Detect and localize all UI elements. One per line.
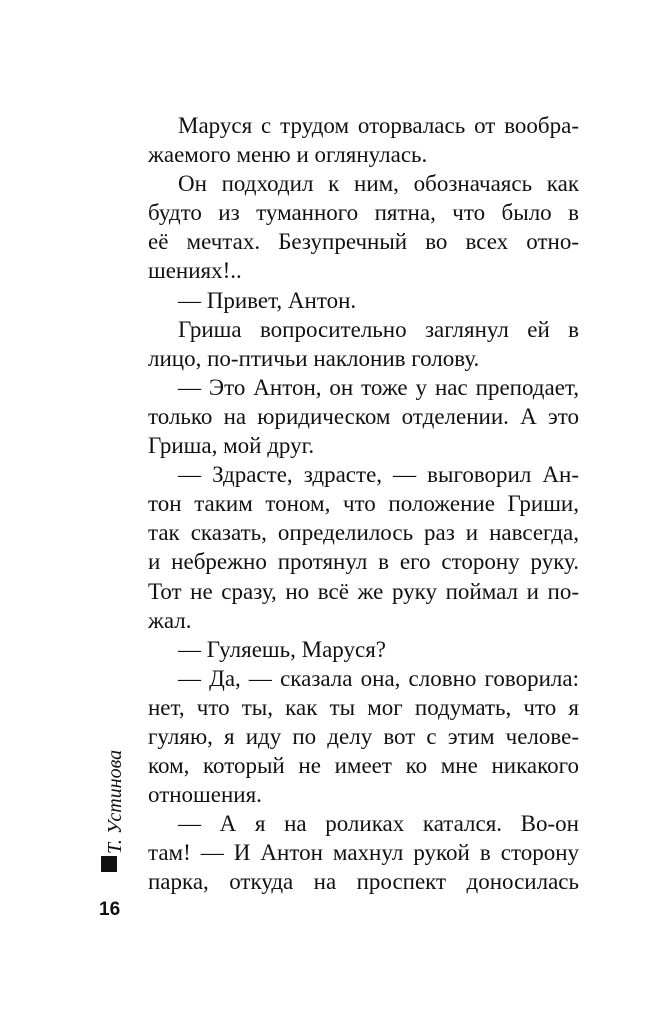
text-line: — Здрасте, здрасте, — выговорил Ан- <box>178 462 579 488</box>
text-line: только на юридическом отделении. А это <box>148 403 579 429</box>
text-line: Он подходил к ним, обозначаясь как <box>178 171 579 197</box>
text-line: — Привет, Антон. <box>178 287 357 313</box>
text-line: будто из туманного пятна, что было в <box>148 200 579 226</box>
text-line: шениях!.. <box>148 258 242 284</box>
text-line: жаемого меню и оглянулась. <box>148 142 428 168</box>
text-line: — Это Антон, он тоже у нас преподает, <box>178 374 579 400</box>
text-line: отношения. <box>148 782 262 808</box>
text-line: её мечтах. Безупречный во всех отно- <box>148 229 579 255</box>
author-running-title: Т. Устинова <box>104 749 126 854</box>
text-line: и небрежно протянул в его сторону руку. <box>148 549 579 575</box>
text-line: Маруся с трудом оторвалась от вообра- <box>178 113 579 138</box>
text-line: Гриша, мой друг. <box>148 433 315 459</box>
square-marker-icon <box>101 856 117 872</box>
text-line: Тот не сразу, но всё же руку поймал и по- <box>148 578 579 604</box>
text-line: — Да, — сказала она, словно говорила: <box>178 665 579 691</box>
text-line: там! — И Антон махнул рукой в сторону <box>148 840 579 866</box>
page-number: 16 <box>99 899 121 920</box>
text-line: — Гуляешь, Маруся? <box>178 636 386 662</box>
text-line: так сказать, определилось раз и навсегда, <box>148 520 579 546</box>
text-line: тон таким тоном, что положение Гриши, <box>148 491 579 517</box>
text-line: парка, откуда на проспект доносилась <box>148 869 579 895</box>
text-line: лицо, по-птичьи наклонив голову. <box>148 345 480 371</box>
text-line: — А я на роликах катался. Во-он <box>178 811 579 837</box>
text-line: Гриша вопросительно заглянул ей в <box>178 316 579 342</box>
text-line: нет, что ты, как ты мог подумать, что я <box>148 694 579 720</box>
text-line: жал. <box>148 607 192 633</box>
text-line: ком, который не имеет ко мне никакого <box>148 753 579 779</box>
body-text <box>148 111 579 897</box>
text-line: гуляю, я иду по делу вот с этим челове- <box>148 723 579 749</box>
